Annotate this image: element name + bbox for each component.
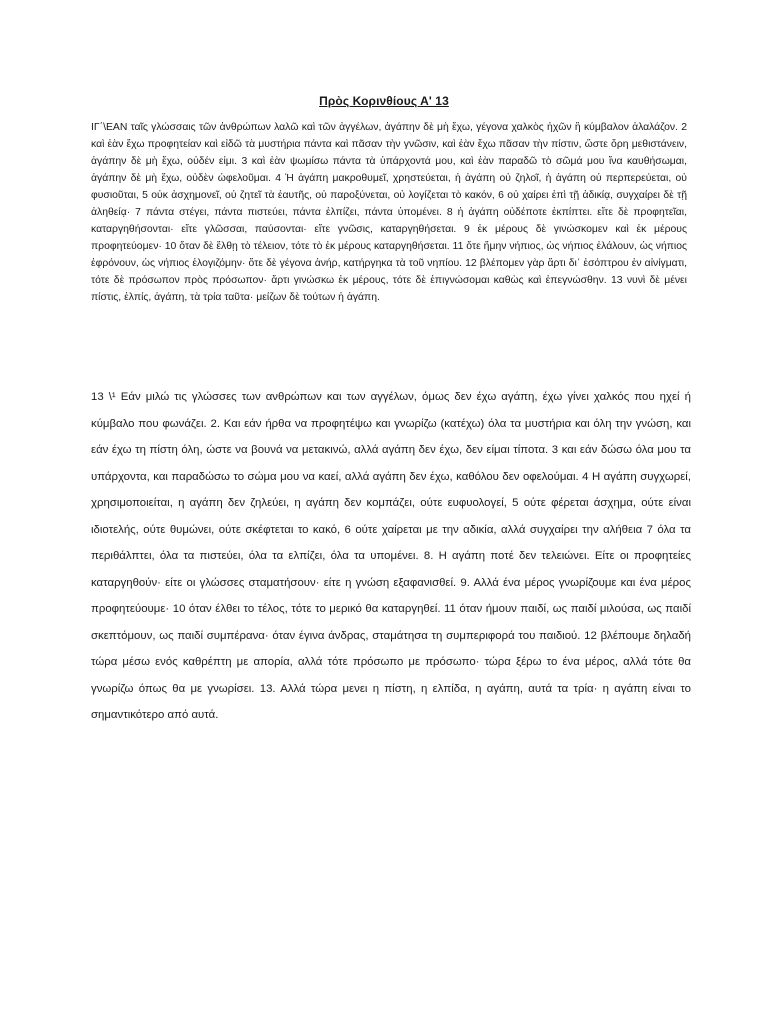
page-title: Πρὸς Κορινθίους Α' 13 (319, 94, 449, 108)
ancient-greek-passage: ΙΓ΄\ΕΑΝ ταῖς γλώσσαις τῶν ἀνθρώπων λαλῶ καὶ τῶν ἀγγέλων, ἀγάπην δὲ μὴ ἔχω, γέγονα χαλκὸς ἠχῶν ἢ κύμβαλον ἀλαλάζον. 2 καὶ ἐὰν ἔχω προφητείαν καὶ εἰδῶ τὰ μυστήρια πάντα καὶ πᾶσαν τὴν γνῶσιν, καὶ ἐὰν ἔχω πᾶσαν τὴν πίστιν, ὥστε ὄρη μεθιστάνειν, ἀγάπην δὲ μὴ ἔχω, οὐδέν εἰμι. 3 καὶ ἐὰν ψωμίσω πάντα τὰ ὑπάρχοντά μου, καὶ ἐὰν παραδῶ τὸ σῶμά μου ἵνα καυθήσωμαι, ἀγάπην δὲ μὴ ἔχω, οὐδὲν ὠφελοῦμαι. 4 Ἡ ἀγάπη μακροθυμεῖ, χρηστεύεται, ἡ ἀγάπη οὐ ζηλοῖ, ἡ ἀγάπη οὐ περπερεύεται, οὐ φυσιοῦται, 5 οὐκ ἀσχημονεῖ, οὐ ζητεῖ τὰ ἑαυτῆς, οὐ παροξύνεται, οὐ λογίζεται τὸ κακόν, 6 οὐ χαίρει ἐπὶ τῇ ἀδικίᾳ, συγχαίρει δὲ τῇ ἀληθείᾳ· 7 πάντα στέγει, πάντα πιστεύει, πάντα ἐλπίζει, πάντα ὑπομένει. 8 ἡ ἀγάπη οὐδέποτε ἐκπίπτει. εἴτε δὲ προφητεῖαι, καταργηθήσονται· εἴτε γλῶσσαι, παύσονται· εἴτε γνῶσις, καταργηθήσεται. 9 ἐκ μέρους δὲ γινώσκομεν καὶ ἐκ μέρους προφητεύομεν· 10 ὅταν δὲ ἔλθῃ τὸ τέλειον, τότε τὸ ἐκ μέρους καταργηθήσεται. 11 ὅτε ἤμην νήπιος, ὡς νήπιος ἐλάλουν, ὡς νήπιος ἐφρόνουν, ὡς νήπιος ἐλογιζόμην· ὅτε δὲ γέγονα ἀνήρ, κατήργηκα τὰ τοῦ νηπίου. 12 βλέπομεν γὰρ ἄρτι δι᾿ ἐσόπτρου ἐν αἰνίγματι, τότε δὲ πρόσωπον πρὸς πρόσωπον· ἄρτι γινώσκω ἐκ μέρους, τότε δὲ ἐπιγνώσομαι καθὼς καὶ ἐπεγνώσθην. 13 νυνὶ δὲ μένει πίστις, ἐλπίς, ἀγάπη, τὰ τρία ταῦτα· μείζων δὲ τούτων ἡ ἀγάπη. (91, 122, 687, 303)
modern-greek-passage: 13 \¹ Εάν μιλώ τις γλώσσες των ανθρώπων και των αγγέλων, όμως δεν έχω αγάπη, έχω γίνει χαλκός που ηχεί ή κύμβαλο που φωνάζει. 2. Και εάν ήρθα να προφητέψω και γνωρίζω (κατέχω) όλα τα μυστήρια και όλη την γνώση, και εάν έχω τη πίστη όλη, ώστε να βουνά να μετακινώ, αλλά αγάπη δεν έχω, δεν είμαι τίποτα. 3 και εάν δώσω όλα μου τα υπάρχοντα, και παραδώσω το σώμα μου να καεί, αλλά αγάπη δεν έχω, καθόλου δεν οφελούμαι. 4 Η αγάπη συγχωρεί, χρησιμοποιείται, η αγάπη δεν ζηλεύει, η αγάπη δεν κομπάζει, ούτε ευφυολογεί, 5 ούτε φέρεται άσχημα, ούτε είναι ιδιοτελής, ούτε θυμώνει, ούτε σκέφτεται το κακό, 6 ούτε χαίρεται με την αδικία, αλλά συγχαίρει την αλήθεια 7 όλα τα περιθάλπτει, όλα τα πιστεύει, όλα τα ελπίζει, όλα τα υπομένει. 8. Η αγάπη ποτέ δεν τελειώνει. Είτε οι προφητείες καταργηθούν· είτε οι γλώσσες σταματήσουν· είτε η γνώση εξαφανισθεί. 9. Αλλά ένα μέρος γνωρίζουμε και ένα μέρος προφητεύουμε· 10 όταν έλθει το τέλος, τότε το μερικό θα καταργηθεί. 11 όταν ήμουν παιδί, ως παιδί μιλούσα, ως παιδί σκεπτόμουν, ως παιδί συμπέρανα· όταν έγινα άνδρας, σταμάτησα τη συμπεριφορά του παιδιού. 12 βλέπουμε δηλαδή τώρα μέσω ενός καθρέπτη με απορία, αλλά τότε πρόσωπο με πρόσωπο· τώρα ξέρω το ένα μέρος, αλλά τότε θα γνωρίζω όπως θα με γνωρίσει. 13. Αλλά τώρα μενει η πίστη, η ελπίδα, η αγάπη, αυτά τα τρία· η αγάπη είναι το σημαντικότερο από αυτά. (91, 391, 691, 721)
